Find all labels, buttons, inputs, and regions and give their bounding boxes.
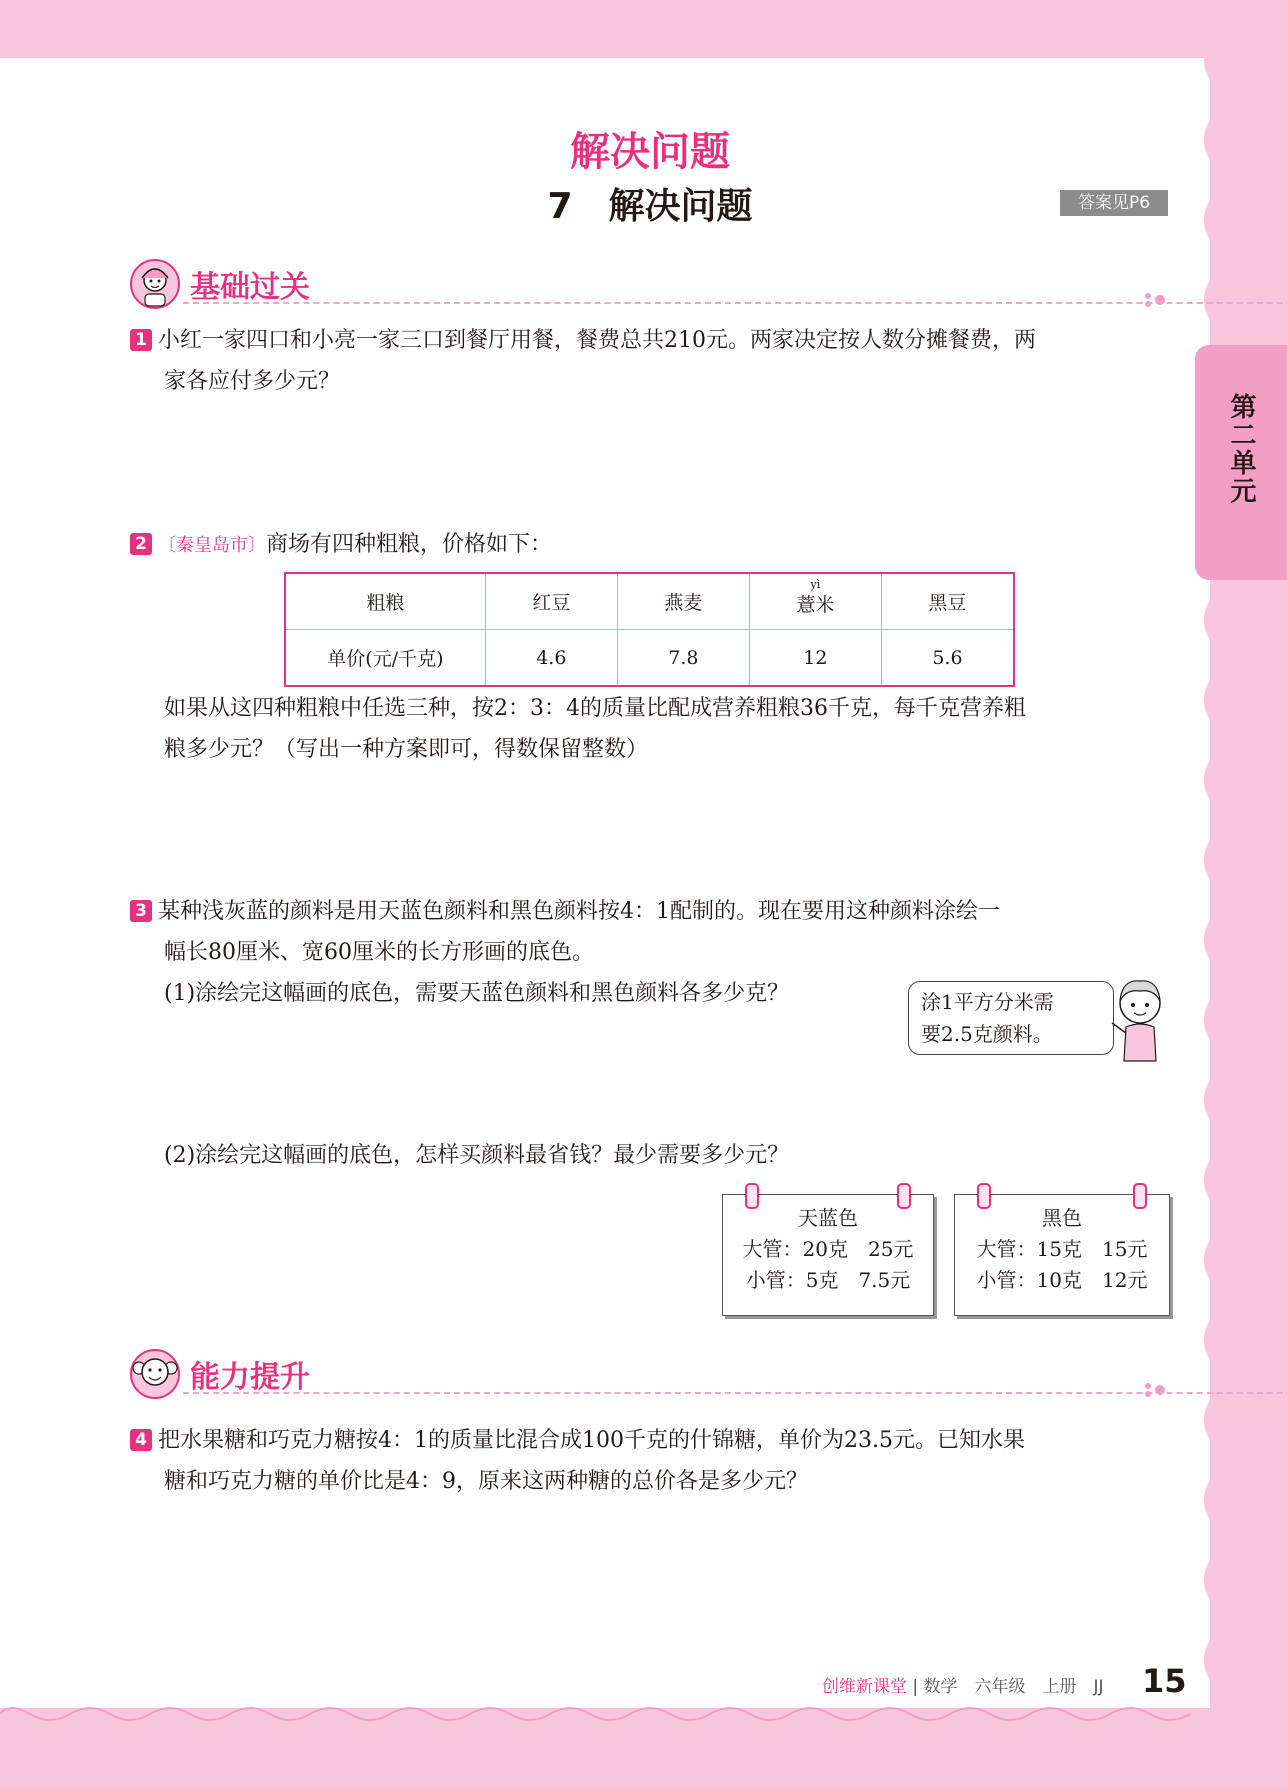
table-cell: 12	[749, 630, 881, 687]
binder-clip-icon	[745, 1183, 759, 1209]
unit-side-tab-label: 第二单元	[1226, 393, 1256, 505]
card-title: 天蓝色	[798, 1206, 858, 1230]
footer-info: 数学 六年级 上册 JJ	[923, 1677, 1104, 1697]
card-line: 小管：10克 12元	[976, 1268, 1148, 1292]
question-2-body	[164, 688, 1184, 770]
question-text: 小红一家四口和小亮一家三口到餐厅用餐，餐费总共210元。两家决定按人数分摊餐费，两	[158, 328, 1036, 353]
card-line: 大管：15克 15元	[976, 1237, 1148, 1261]
bottom-wave-border	[0, 1690, 1287, 1789]
section-basic-label: 基础过关	[190, 270, 310, 305]
girl-avatar-icon	[128, 258, 182, 310]
question-text: 糖和巧克力糖的单价比是4：9，原来这两种糖的总价各是多少元？	[164, 1469, 808, 1494]
page-footer	[822, 1672, 1104, 1697]
table-row-label: 单价(元/千克)	[285, 630, 485, 687]
question-text: 家各应付多少元？	[164, 369, 341, 394]
question-text: 把水果糖和巧克力糖按4：1的质量比混合成100千克的什锦糖，单价为23.5元。已知水果	[158, 1428, 1025, 1453]
question-number: 1	[130, 329, 152, 351]
question-2	[130, 524, 1180, 566]
question-4	[130, 1420, 1190, 1502]
table-cell: 5.6	[881, 630, 1014, 687]
section-divider	[183, 302, 1283, 304]
table-cell: 4.6	[485, 630, 617, 687]
footer-brand: 创维新课堂	[822, 1677, 907, 1697]
decor-dots-icon	[1144, 292, 1168, 308]
table-row	[285, 630, 1014, 687]
table-header-cell: 红豆	[485, 573, 617, 630]
table-row	[285, 573, 1014, 630]
question-number: 4	[130, 1429, 152, 1451]
monkey-avatar-icon	[128, 1348, 182, 1400]
question-text: 幅长80厘米、宽60厘米的长方形画的底色。	[164, 940, 594, 965]
hint-speech-bubble	[908, 981, 1114, 1055]
page-number: 15	[1142, 1662, 1187, 1700]
section-divider	[183, 1392, 1283, 1394]
lesson-title: 7 解决问题	[547, 186, 753, 227]
hint-text: 要2.5克颜料。	[921, 1022, 1053, 1046]
section-advanced-header	[128, 1348, 1168, 1400]
section-basic-header	[128, 258, 1168, 310]
region-tag: 〔秦皇岛市〕	[158, 535, 266, 556]
card-title: 黑色	[1042, 1206, 1082, 1230]
pinyin-annotation: yì	[810, 578, 821, 591]
table-header-cell: yì 薏米	[749, 573, 881, 630]
question-number: 3	[130, 900, 152, 922]
binder-clip-icon	[977, 1183, 991, 1209]
decor-dots-icon	[1144, 1382, 1168, 1398]
unit-side-tab	[1195, 345, 1287, 580]
table-cell: 7.8	[617, 630, 749, 687]
card-line: 小管：5克 7.5元	[745, 1268, 911, 1292]
chapter-title: 解决问题	[570, 129, 730, 175]
card-line: 大管：20克 25元	[742, 1237, 914, 1261]
hint-text: 涂1平方分米需	[921, 990, 1054, 1014]
grain-price-table	[284, 572, 1015, 687]
price-card-black	[954, 1194, 1170, 1316]
binder-clip-icon	[1133, 1183, 1147, 1209]
question-part-2: (2)涂绘完这幅画的底色，怎样买颜料最省钱？最少需要多少元？	[164, 1143, 790, 1168]
answer-reference-tag: 答案见P6	[1060, 190, 1168, 216]
boy-character-icon	[1108, 975, 1172, 1067]
section-advanced-label: 能力提升	[190, 1360, 310, 1395]
question-number: 2	[130, 533, 152, 555]
price-card-sky-blue	[722, 1194, 934, 1316]
question-text: 商场有四种粗粮，价格如下：	[266, 532, 553, 557]
table-header-cell: 黑豆	[881, 573, 1014, 630]
right-wave-border	[1190, 0, 1287, 1789]
footer-separator: |	[912, 1677, 919, 1697]
table-header-cell: 粗粮	[285, 573, 485, 630]
question-1	[130, 320, 1180, 402]
binder-clip-icon	[897, 1183, 911, 1209]
table-header-cell: 燕麦	[617, 573, 749, 630]
question-text: 粮多少元？（写出一种方案即可，得数保留整数）	[164, 737, 649, 762]
question-text: 如果从这四种粗粮中任选三种，按2：3：4的质量比配成营养粗粮36千克，每千克营养粗	[164, 696, 1026, 721]
question-text: 某种浅灰蓝的颜料是用天蓝色颜料和黑色颜料按4：1配制的。现在要用这种颜料涂绘一	[158, 899, 1000, 924]
question-part-1: (1)涂绘完这幅画的底色，需要天蓝色颜料和黑色颜料各多少克？	[164, 981, 790, 1006]
